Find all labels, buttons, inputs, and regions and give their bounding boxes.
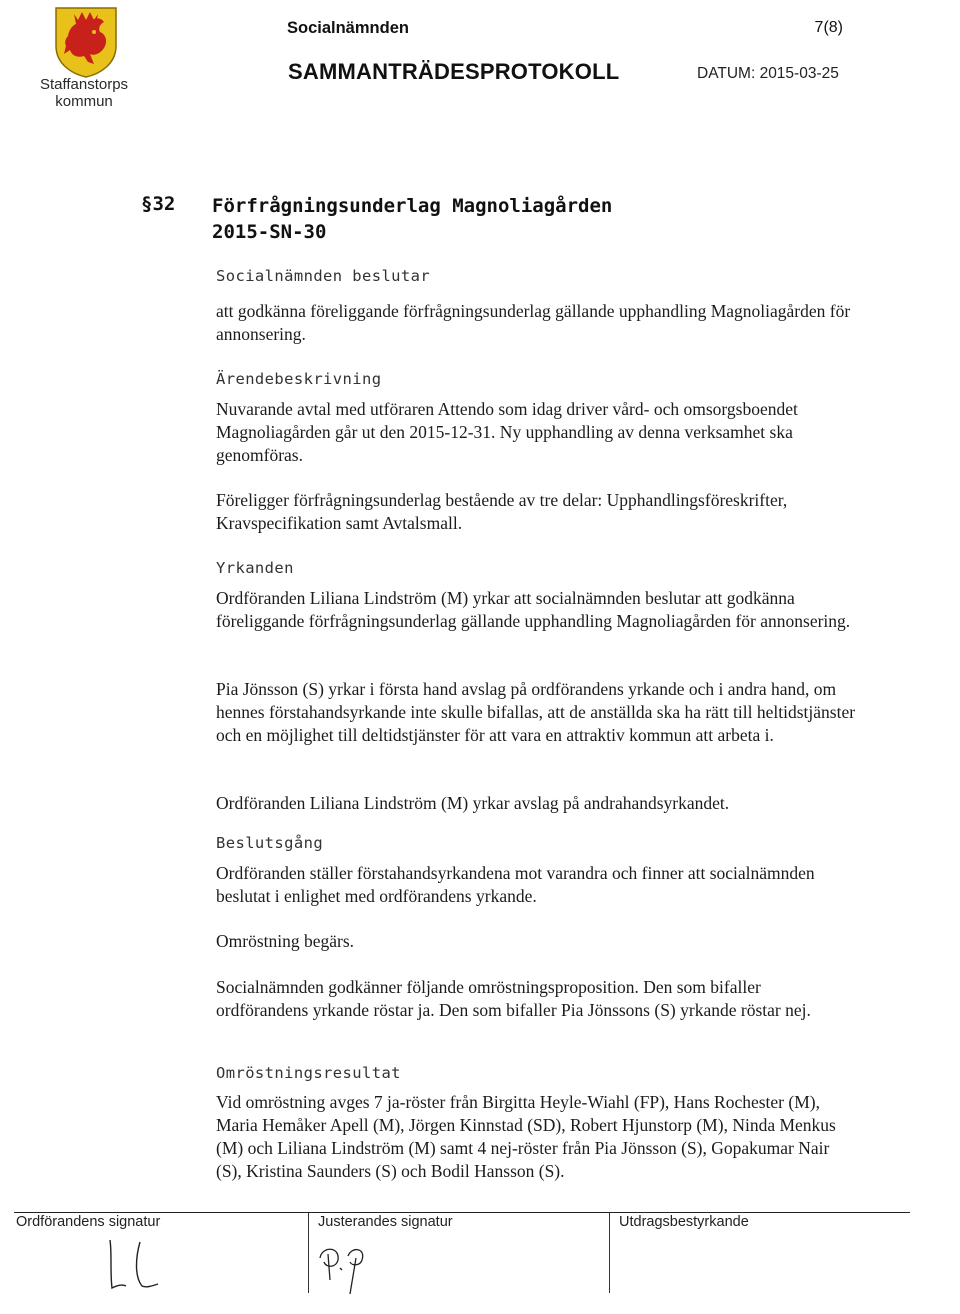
footer-divider bbox=[14, 1212, 910, 1213]
municipality-name: Staffanstorps kommun bbox=[39, 76, 129, 110]
footer-column-divider bbox=[609, 1213, 610, 1293]
meeting-date: DATUM: 2015-03-25 bbox=[697, 65, 839, 82]
case-description-heading: Ärendebeskrivning bbox=[216, 370, 382, 388]
document-title: SAMMANTRÄDESPROTOKOLL bbox=[288, 59, 620, 84]
extract-certification-label: Utdragsbestyrkande bbox=[619, 1214, 749, 1230]
decision-text: att godkänna föreliggande förfrågningsunderlag gällande upphandling Magnoliagården för annonsering. bbox=[216, 301, 851, 344]
procedure-paragraph: Socialnämnden godkänner följande omröstningsproposition. Den som bifaller ordförandens yrkande röstar ja. Den som bifaller Pia Jönssons (S) yrkande röstar nej. bbox=[216, 977, 811, 1020]
decision-heading: Socialnämnden beslutar bbox=[216, 267, 431, 285]
vote-result-heading: Omröstningsresultat bbox=[216, 1064, 401, 1082]
motions-heading: Yrkanden bbox=[216, 559, 294, 577]
motion-paragraph: Pia Jönsson (S) yrkar i första hand avslag på ordförandens yrkande och i andra hand, om hennes förstahandsyrkande inte skulle bifallas, att de anställda ska ha rätt till heltidstjänster och en möjlighet till deltidstjänster för att vara en attraktiv kommun att arbeta i. bbox=[216, 679, 856, 745]
case-description-paragraph: Föreligger förfrågningsunderlag bestående av tre delar: Upphandlingsföreskrifter, Kravspecifikation samt Avtalsmall. bbox=[216, 490, 788, 533]
board-name: Socialnämnden bbox=[287, 19, 409, 37]
case-number: 2015-SN-30 bbox=[212, 221, 327, 243]
motion-paragraph: Ordföranden Liliana Lindström (M) yrkar avslag på andrahandsyrkandet. bbox=[216, 793, 730, 813]
coat-of-arms-icon bbox=[54, 6, 118, 78]
adjuster-signature-label: Justerandes signatur bbox=[318, 1214, 453, 1230]
procedure-paragraph: Omröstning begärs. bbox=[216, 931, 355, 951]
motion-paragraph: Ordföranden Liliana Lindström (M) yrkar att socialnämnden beslutar att godkänna föreliggande förfrågningsunderlag gällande upphandling Magnoliagården för annonsering. bbox=[216, 588, 851, 631]
paragraph-number: §32 bbox=[141, 193, 176, 215]
adjuster-signature-icon bbox=[312, 1232, 392, 1298]
procedure-heading: Beslutsgång bbox=[216, 834, 324, 852]
page-number: 7(8) bbox=[814, 19, 843, 36]
case-description-paragraph: Nuvarande avtal med utföraren Attendo som idag driver vård- och omsorgsboendet Magnoliagården går ut den 2015-12-31. Ny upphandling av denna verksamhet ska genomföras. bbox=[216, 399, 798, 465]
chair-signature-label: Ordförandens signatur bbox=[16, 1214, 161, 1230]
footer-column-divider bbox=[308, 1213, 309, 1293]
chair-signature-icon bbox=[100, 1232, 190, 1298]
section-title-line1: Förfrågningsunderlag Magnoliagården bbox=[212, 195, 613, 217]
section-title bbox=[212, 193, 612, 245]
vote-result-paragraph: Vid omröstning avges 7 ja-röster från Birgitta Heyle-Wiahl (FP), Hans Rochester (M), Maria Hemåker Apell (M), Jörgen Kinnstad (SD), Robert Hjunstorp (M), Ninda Menkus (M) och Liliana Lindström (M) samt 4 nej-röster från Pia Jönsson (S), Gopakumar Nair (S), Kristina Saunders (S) och Bodil Hansson (S). bbox=[216, 1092, 836, 1181]
procedure-paragraph: Ordföranden ställer förstahandsyrkandena mot varandra och finner att socialnämnden beslutat i enlighet med ordförandens yrkande. bbox=[216, 863, 815, 906]
